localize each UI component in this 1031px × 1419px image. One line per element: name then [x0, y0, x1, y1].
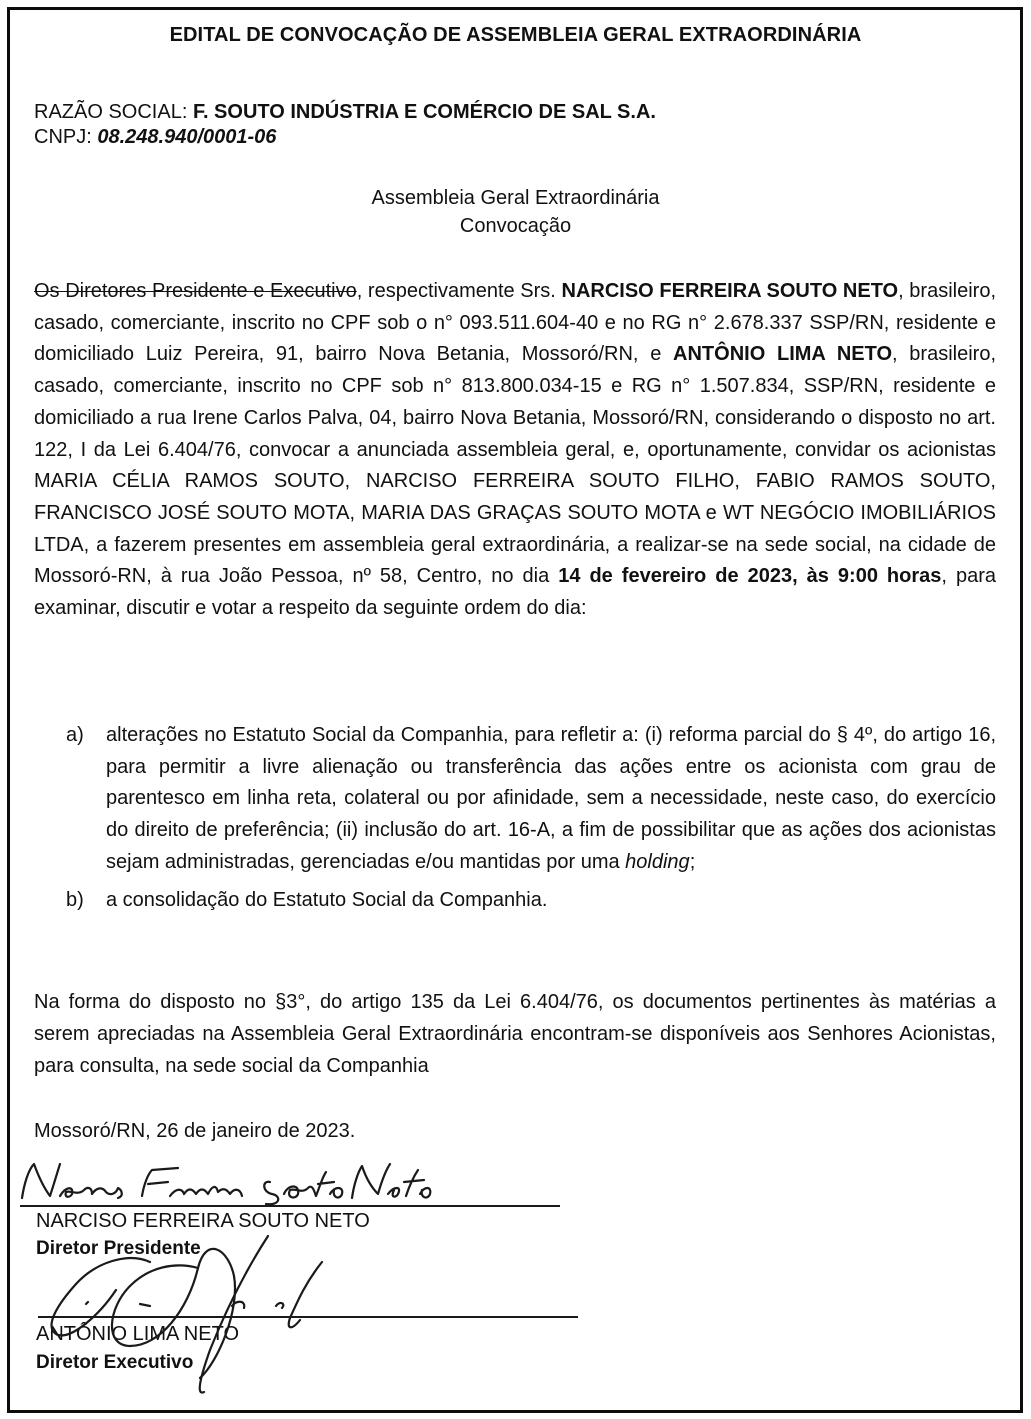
document-date: Mossoró/RN, 26 de janeiro de 2023.	[34, 1120, 356, 1142]
closing-paragraph: Na forma do disposto no §3°, do artigo 135 da Lei 6.404/76, os documentos pertinentes às matérias a serem apreciadas na Assembleia Geral Extraordinária encontram-se disponíveis aos Senhores Acionistas, para consulta, na sede social da Companhia	[34, 991, 996, 1077]
agenda-list	[66, 720, 996, 916]
agenda-item-a	[66, 720, 996, 879]
director-executive-name: ANTÔNIO LIMA NETO	[673, 343, 893, 366]
signatory-name-2: ANTÔNIO LIMA NETO	[36, 1323, 239, 1345]
signatory-role-2: Diretor Executivo	[36, 1352, 194, 1373]
agenda-item-b	[66, 885, 996, 917]
paragraph-main	[34, 276, 996, 625]
text-run: , respectivamente Srs.	[356, 280, 562, 302]
text-run: , brasileiro, casado, comerciante, inscrito no CPF sob o n° 093.511.604-40 e no RG n° 2.678.337 SSP/RN, residente e domiciliado Luiz Pereira, 91, bairro Nova Betania, Mossoró/RN, e	[34, 280, 997, 366]
document-title: EDITAL DE CONVOCAÇÃO DE ASSEMBLEIA GERAL EXTRAORDINÁRIA	[169, 24, 862, 46]
meeting-date: 14 de fevereiro de 2023, às 9:00 horas	[558, 565, 942, 588]
agenda-text: a consolidação do Estatuto Social da Companhia.	[106, 888, 548, 911]
agenda-marker: a)	[66, 724, 84, 746]
italic-term: holding	[625, 850, 690, 873]
director-president-name: NARCISO FERREIRA SOUTO NETO	[561, 280, 899, 302]
signatory-name-1: NARCISO FERREIRA SOUTO NETO	[36, 1210, 370, 1232]
subheading-assembly: Assembleia Geral Extraordinária	[371, 187, 660, 209]
struck-text: Os Diretores Presidente e Executivo	[34, 280, 357, 302]
company-label: RAZÃO SOCIAL:	[34, 101, 193, 123]
text-run: alterações no Estatuto Social da Companhia, para refletir a: (i) reforma parcial do § 4º, do artigo 16, para permitir a livre alienação ou transferência das ações entre os acionista com grau de parentesco em linha reta, colateral ou por afinidade, sem a necessidade, neste caso, do exercício do direito de preferência; (ii) inclusão do art. 16-A, a fim de possibilitar que as ações dos acionistas sejam administradas, gerenciadas e/ou mantidas por uma	[106, 724, 996, 873]
signature-line-1	[20, 1205, 560, 1207]
text-run: , para examinar, discutir e votar a respeito da seguinte ordem do dia:	[34, 565, 996, 620]
text-run: ;	[689, 850, 696, 873]
signatory-role-1: Diretor Presidente	[36, 1238, 201, 1259]
subheading	[0, 184, 1031, 240]
cnpj-number: 08.248.940/0001-06	[97, 126, 277, 148]
signature-line-2	[38, 1316, 578, 1318]
convocation-paragraph	[34, 276, 996, 625]
cnpj-label: CNPJ:	[34, 126, 98, 148]
agenda-text	[106, 720, 996, 879]
company-line	[34, 99, 656, 125]
cnpj-line	[34, 124, 276, 150]
agenda-marker: b)	[66, 888, 84, 911]
subheading-convocation: Convocação	[459, 215, 572, 237]
company-name: F. SOUTO INDÚSTRIA E COMÉRCIO DE SAL S.A.	[192, 101, 656, 123]
text-run: , brasileiro, casado, comerciante, inscrito no CPF sob n° 813.800.034-15 e RG n° 1.507.834, SSP/RN, residente e domiciliado a rua Irene Carlos Palva, 04, bairro Nova Betania, Mossoró/RN, considerando o disposto no art. 122, I da Lei 6.404/76, convocar a anunciada assembleia geral, e, oportunamente, convidar os acionistas MARIA CÉLIA RAMOS SOUTO, NARCISO FERREIRA SOUTO FILHO, FABIO RAMOS SOUTO, FRANCISCO JOSÉ SOUTO MOTA, MARIA DAS GRAÇAS SOUTO MOTA e WT NEGÓCIO IMOBILIÁRIOS LTDA, a fazerem presentes em assembleia geral extraordinária, a realizar-se na sede social, na cidade de Mossoró-RN, à rua João Pessoa, nº 58, Centro, no dia	[34, 343, 997, 588]
